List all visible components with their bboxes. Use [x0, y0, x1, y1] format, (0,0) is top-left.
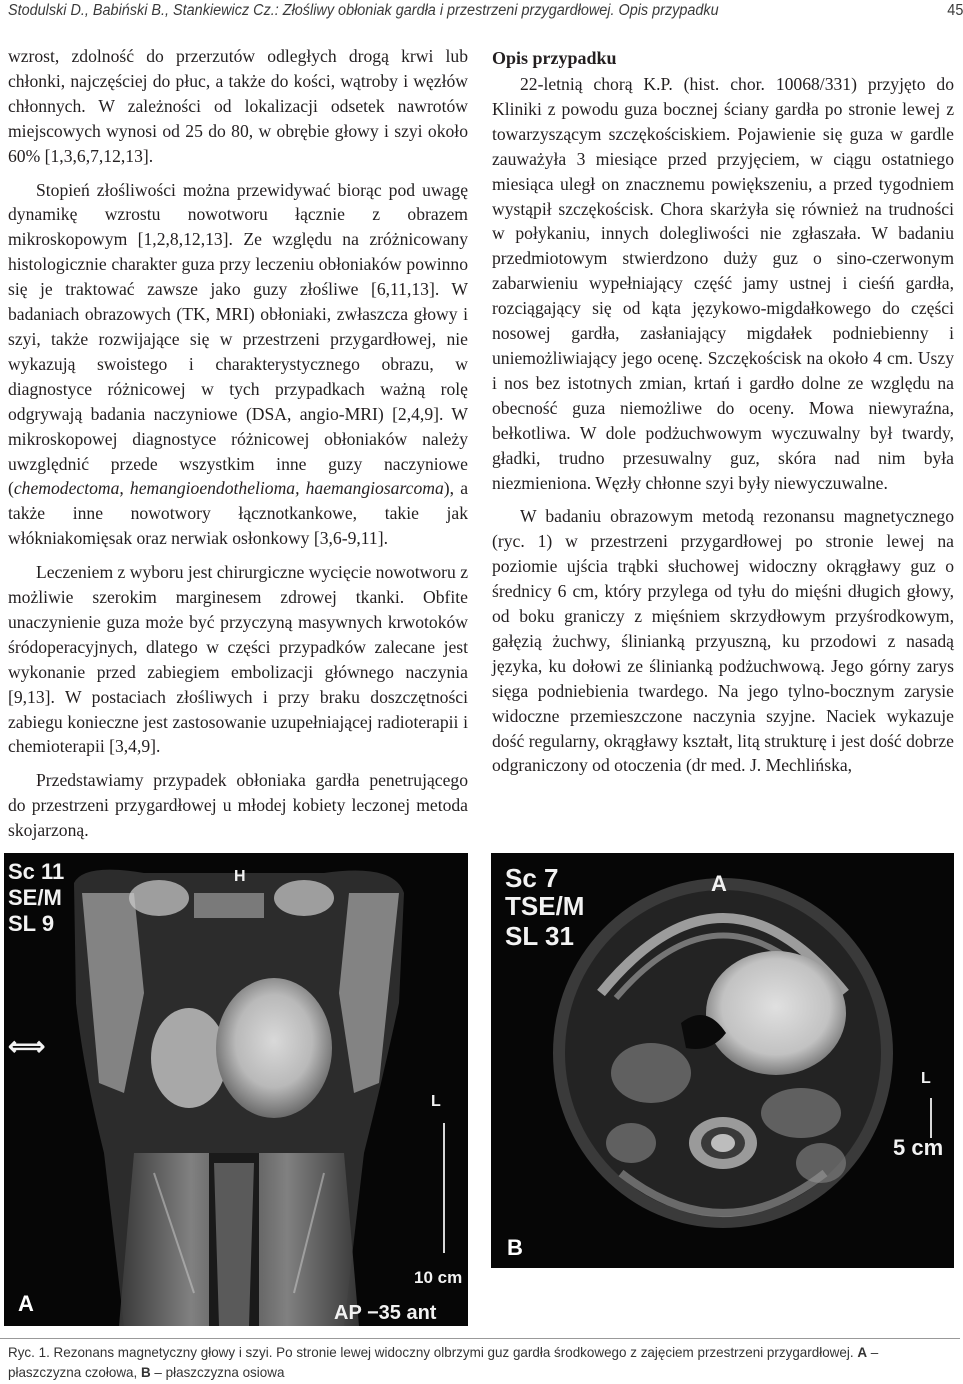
side-marker: L	[431, 1093, 441, 1110]
text-run: Stopień złośliwości można przewidywać biorąc pod uwagę dynamikę wzrostu nowotworu łącznie z obrazem mikroskopowym [1,2,8,12,13]. Ze względu na zróżnicowany histologicznie charakter guza przy leczeniu obłoniaków powinno się je traktować zawsze jako guzy złośliwe [6,11,13]. W badaniach obrazowych (TK, MRI) obłoniaki, zwłaszcza głowy i szyi, także rozwijające się w przestrzeni przygardłowej, nie wykazują swoistego i charakterystycznego obrazu, w diagnostyce różnicowej w tych przypadkach ważną rolę odgrywają badania naczyniowe (DSA, angio-MRI) [2,4,9]. W mikroskopowej diagnostyce różnicowej obłoniaków należy uwzględnić przede wszystkim inne guzy naczyniowe (	[8, 179, 468, 499]
text-run: ), a także inne nowotwory łącznotkankowe, takie jak włókniakomięsak oraz nerwiak osłonkowy [3,6-9,11].	[8, 478, 469, 549]
page-number: 45	[947, 2, 963, 19]
scale-label: 5 cm	[893, 1135, 944, 1160]
panel-letter-b: B	[507, 1235, 523, 1260]
header-citation: Stodulski D., Babiński B., Stankiewicz Cz.: Złośliwy obłoniak gardła i przestrzeni przygardłowej. Opis przypadku	[8, 2, 719, 19]
caption-text: – płaszczyzna czołowa,	[8, 1344, 879, 1380]
caption-letter-a: A	[857, 1344, 868, 1360]
sequence-label: TSE/M	[505, 891, 585, 921]
head-marker: H	[234, 868, 246, 885]
mri-axial-image	[491, 853, 954, 1268]
figure-caption	[8, 1342, 918, 1382]
arrow-marker: ⟺	[8, 1031, 46, 1061]
side-marker: L	[921, 1070, 931, 1087]
anterior-marker: A	[711, 871, 727, 896]
running-header	[8, 0, 963, 22]
slice-label: SL 31	[505, 921, 574, 951]
series-label: Sc 7	[505, 863, 559, 893]
mri-coronal-drawing	[4, 853, 468, 1326]
body-paragraph: Leczeniem z wyboru jest chirurgiczne wycięcie nowotworu z możliwie szerokim marginesem zdrowej tkanki. Obfite unaczynienie guza może być przyczyną masywnych krwotoków śródoperacyjnych, dlatego w części przypadków zalecane jest wykonanie przed zabiegiem embolizacji głównego naczynia [9,13]. W postaciach złośliwych i przy braku doszczętności zabiegu konieczne jest zastosowanie uzupełniającej radioterapii i chemioterapii [3,4,9].	[8, 562, 469, 757]
slice-label: SL 9	[8, 911, 55, 936]
mri-coronal-image	[4, 853, 468, 1326]
body-paragraph	[8, 178, 468, 552]
left-column	[8, 44, 468, 843]
scale-label: 10 cm	[414, 1268, 463, 1287]
body-paragraph: 22-letnią chorą K.P. (hist. chor. 10068/331) przyjęto do Kliniki z powodu guza bocznej ściany gardła po stronie lewej z towarzyszącym szczękościskiem. Pojawienie się guza w gardle zauważyła 3 miesiące przed przyjęciem, w ciągu ostatniego miesiąca uległ on znacznemu powiększeniu, a przed tygodniem wystąpił szczękościsk. Chora skarżyła się również na trudności w połykaniu, innych dolegliwości nie zgłaszała. W badaniu przedmiotowym stwierdzono duży guz o sino-czerwonym zabarwieniu wypełniający część jamy ustnej i cieśń gardła, rozciągający się od kąta językowo-migdałkowego do części nosowej gardła, zasłaniający migdałek podniebienny i uniemożliwiający jego ocenę. Szczękościsk na około 4 cm. Uszy i nos bez istotnych zmian, krtań i gardło dolne ze względu na obecność guza niemożliwe do oceny. Mowa niewyraźna, bełkotliwa. W dole podżuchwowym wyczuwalny był twardy, gładki, trudno przesuwalny guz, skóra nad nim była niezmieniona. Węzły chłonne szyi były niewyczuwalne.	[492, 74, 954, 493]
series-label: Sc 11	[8, 859, 65, 884]
right-column	[492, 46, 954, 778]
body-paragraph: W badaniu obrazowym metodą rezonansu magnetycznego (ryc. 1) w przestrzeni przygardłowej po stronie lewej na poziomie ujścia trąbki słuchowej widoczny okrągławy guz o średnicy 6 cm, który przylega od tyłu do mięśni długich głowy, od boku graniczy z mięśniem skrzydłowym przyśrodkowym, gałęzią żuchwy, ślinianką przyuszną, ku przodowi z nasadą języka, ku dołowi ze ślinianką podżuchwową. Jego górny zarys sięga podniebienia twardego. Na jego tylno-bocznym zarysie widoczne przemieszczone naczynia szyjne. Naciek wykazuje dość regularny, okrągławy kształt, litą strukturę i jest dość dobrze odgraniczony od otoczenia (dr med. J. Mechlińska,	[492, 506, 954, 776]
position-label: AP −35 ant	[334, 1302, 437, 1324]
caption-text: – płaszczyzna osiowa	[150, 1364, 285, 1380]
italic-tumor-names: chemodectoma, hemangioendothelioma, haemangiosarcoma	[13, 478, 444, 499]
sequence-label: SE/M	[8, 885, 62, 910]
caption-letter-b: B	[140, 1364, 151, 1380]
caption-divider	[0, 1338, 960, 1339]
mri-axial-drawing	[491, 853, 954, 1268]
section-heading: Opis przypadku	[492, 48, 617, 68]
body-paragraph: wzrost, zdolność do przerzutów odległych drogą krwi lub chłonki, najczęściej do płuc, a także do kości, wątroby i węzłów chłonnych. W zależności od lokalizacji odsetek nawrotów miejscowych wynosi od 25 do 80, w obrębie głowy i szyi około 60% [1,3,6,7,12,13].	[8, 46, 468, 166]
caption-text: Ryc. 1. Rezonans magnetyczny głowy i szyi. Po stronie lewej widoczny olbrzymi guz gardła środkowego z zajęciem przestrzeni przygardłowej.	[8, 1344, 858, 1360]
body-paragraph: Przedstawiamy przypadek obłoniaka gardła penetrującego do przestrzeni przygardłowej u młodej kobiety leczonej metoda skojarzoną.	[8, 770, 468, 841]
panel-letter-a: A	[18, 1291, 34, 1316]
